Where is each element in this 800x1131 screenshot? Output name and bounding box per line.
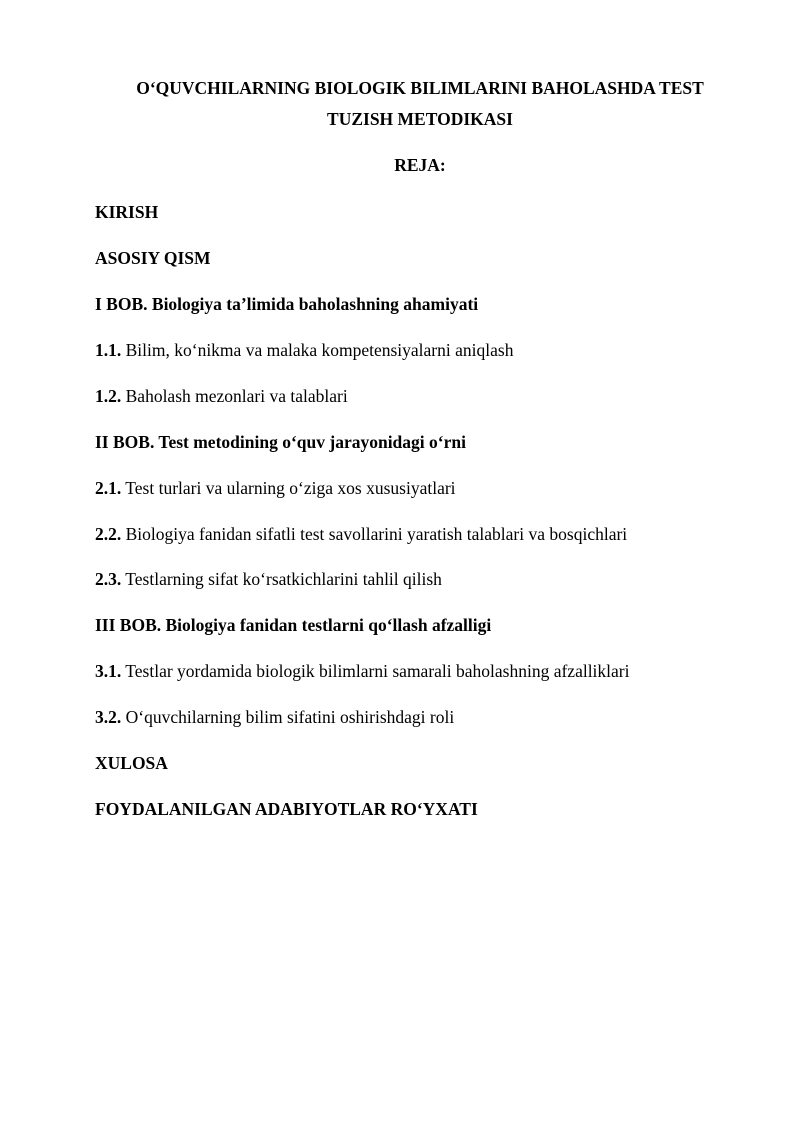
plan-item-3-2: [95, 705, 454, 729]
plan-item-text: I BOB. Biologiya ta’limida baholashning ahamiyati: [95, 294, 479, 314]
plan-item-chapter-3: [95, 613, 491, 637]
plan-item-text: Testlar yordamida biologik bilimlarni samarali baholashning afzalliklari: [121, 661, 630, 681]
plan-item-1-1: [95, 338, 513, 362]
plan-item-number: 1.2.: [95, 386, 122, 406]
plan-item-text: FOYDALANILGAN ADABIYOTLAR RO‘YXATI: [95, 799, 478, 819]
plan-item-references: [95, 797, 478, 821]
plan-item-chapter-2: [95, 430, 466, 454]
plan-item-number: 3.2.: [95, 707, 122, 727]
plan-item-text: XULOSA: [95, 753, 168, 773]
plan-item-2-2: [95, 522, 627, 546]
plan-item-number: 3.1.: [95, 661, 122, 681]
plan-item-text: KIRISH: [95, 202, 159, 222]
plan-item-1-2: [95, 384, 348, 408]
plan-item-text: ASOSIY QISM: [95, 248, 211, 268]
plan-item-2-1: [95, 476, 456, 500]
plan-item-text: II BOB. Test metodining o‘quv jarayonidagi o‘rni: [95, 432, 466, 452]
plan-item-number: 1.1.: [95, 340, 122, 360]
title-line-2: TUZISH METODIKASI: [327, 109, 513, 129]
plan-item-text: Testlarning sifat ko‘rsatkichlarini tahlil qilish: [121, 569, 442, 589]
plan-item-3-1: [95, 659, 630, 683]
plan-item-number: 2.2.: [95, 524, 122, 544]
plan-heading: REJA:: [394, 155, 446, 175]
plan-item-asosiy-qism: [95, 246, 211, 270]
plan-item-text: III BOB. Biologiya fanidan testlarni qo‘llash afzalligi: [95, 615, 492, 635]
plan-item-number: 2.1.: [95, 478, 122, 498]
plan-item-text: Bilim, ko‘nikma va malaka kompetensiyalarni aniqlash: [121, 340, 514, 360]
plan-item-text: O‘quvchilarning bilim sifatini oshirishdagi roli: [121, 707, 455, 727]
plan-item-xulosa: [95, 751, 168, 775]
plan-item-number: 2.3.: [95, 569, 122, 589]
plan-item-kirish: [95, 200, 158, 224]
plan-item-text: Baholash mezonlari va talablari: [121, 386, 348, 406]
plan-item-2-3: [95, 567, 442, 591]
plan-item-text: Biologiya fanidan sifatli test savollarini yaratish talablari va bosqichlari: [121, 524, 628, 544]
plan-item-text: Test turlari va ularning o‘ziga xos xususiyatlari: [121, 478, 456, 498]
title-line-1: O‘QUVCHILARNING BIOLOGIK BILIMLARINI BAHOLASHDA TEST: [136, 78, 704, 98]
plan-item-chapter-1: [95, 292, 478, 316]
document-title: [95, 73, 745, 135]
